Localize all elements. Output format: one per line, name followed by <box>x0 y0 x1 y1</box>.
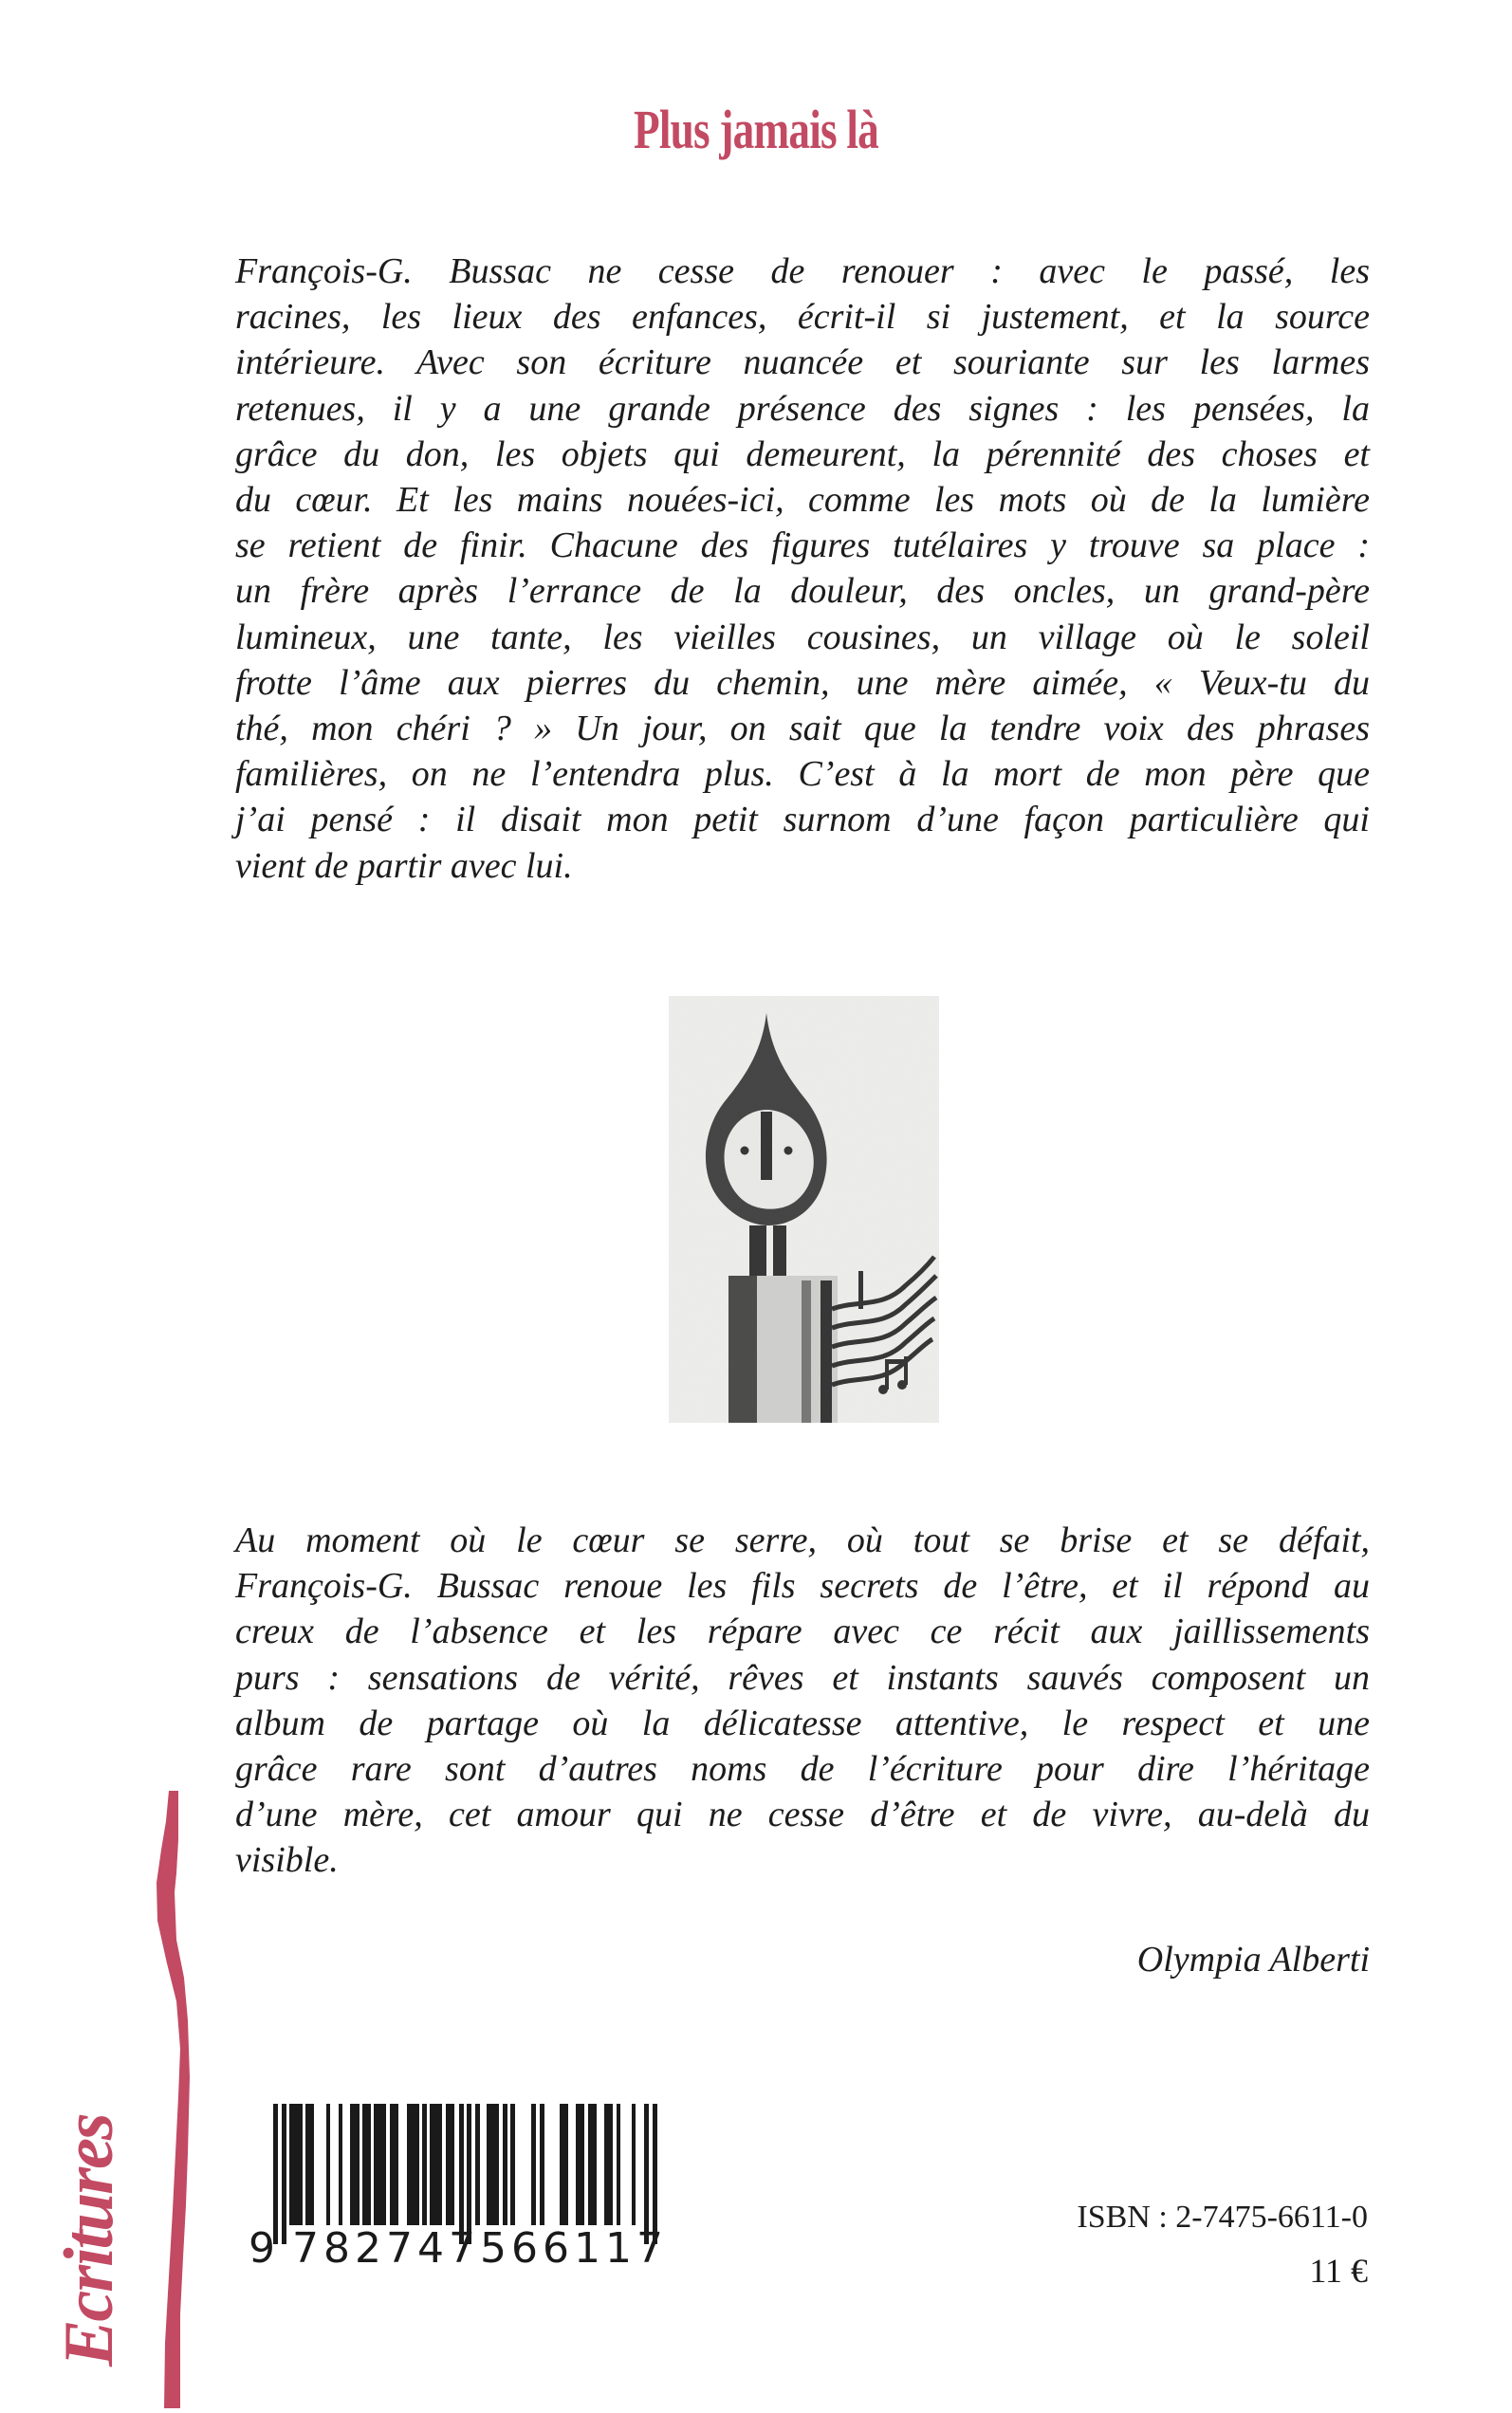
text-line: se retient de finir. Chacune des figures tutélaires y trouve sa place : <box>235 525 1370 566</box>
text-line: visible. <box>235 1840 339 1881</box>
figure-with-music-staff-drawing-icon <box>669 996 939 1423</box>
text-line: du cœur. Et les mains nouées-ici, comme les mots où de la lumière <box>235 480 1370 521</box>
blurb-paragraph-1 <box>235 249 1370 889</box>
barcode-left-group: 782747 <box>292 2224 480 2273</box>
text-line: album de partage où la délicatesse attentive, le respect et une <box>235 1703 1370 1743</box>
blurb-signature: Olympia Alberti <box>1136 1940 1370 1980</box>
text-line: j’ai pensé : il disait mon petit surnom d’une façon particulière qui <box>235 800 1370 840</box>
text-line: un frère après l’errance de la douleur, des oncles, un grand-père <box>235 571 1370 612</box>
book-title: Plus jamais là <box>633 99 879 160</box>
text-line: purs : sensations de vérité, rêves et instants sauvés composent un <box>235 1657 1370 1698</box>
text-line: retenues, il y a une grande présence des signes : les pensées, la <box>235 388 1370 429</box>
text-line: frotte l’âme aux pierres du chemin, une mère aimée, « Veux-tu du <box>235 662 1370 703</box>
blurb-paragraph-2 <box>235 1518 1370 1884</box>
text-line: grâce du don, les objets qui demeurent, la pérennité des choses et <box>235 433 1370 474</box>
text-line: familières, on ne l’entendra plus. C’est à la mort de mon père que <box>235 754 1370 795</box>
price-label: 11 € <box>1309 2252 1368 2290</box>
text-line: d’une mère, cet amour qui ne cesse d’être et de vivre, au-delà du <box>235 1795 1370 1835</box>
barcode-first-digit: 9 <box>249 2224 279 2273</box>
text-line: intérieure. Avec son écriture nuancée et souriante sur les larmes <box>235 342 1370 383</box>
barcode-right-group: 566117 <box>480 2224 668 2273</box>
text-line: vient de partir avec lui. <box>235 845 573 886</box>
text-line: François-G. Bussac renoue les fils secrets de l’être, et il répond au <box>235 1566 1370 1607</box>
text-line: creux de l’absence et les répare avec ce récit aux jaillissements <box>235 1612 1370 1652</box>
publisher-wordmark: Ecritures <box>50 2114 128 2367</box>
text-line: thé, mon chéri ? » Un jour, on sait que la tendre voix des phrases <box>235 709 1370 749</box>
text-line: Au moment où le cœur se serre, où tout se brise et se défait, <box>235 1520 1370 1560</box>
isbn-label: ISBN : 2-7475-6611-0 <box>1077 2200 1368 2235</box>
publisher-logo-icon <box>0 1783 218 2408</box>
text-line: François-G. Bussac ne cesse de renouer : avec le passé, les <box>235 251 1370 291</box>
text-line: grâce rare sont d’autres noms de l’écriture pour dire l’héritage <box>235 1749 1370 1790</box>
text-line: racines, les lieux des enfances, écrit-il si justement, et la source <box>235 297 1370 338</box>
text-line: lumineux, une tante, les vieilles cousines, un village où le soleil <box>235 617 1370 657</box>
